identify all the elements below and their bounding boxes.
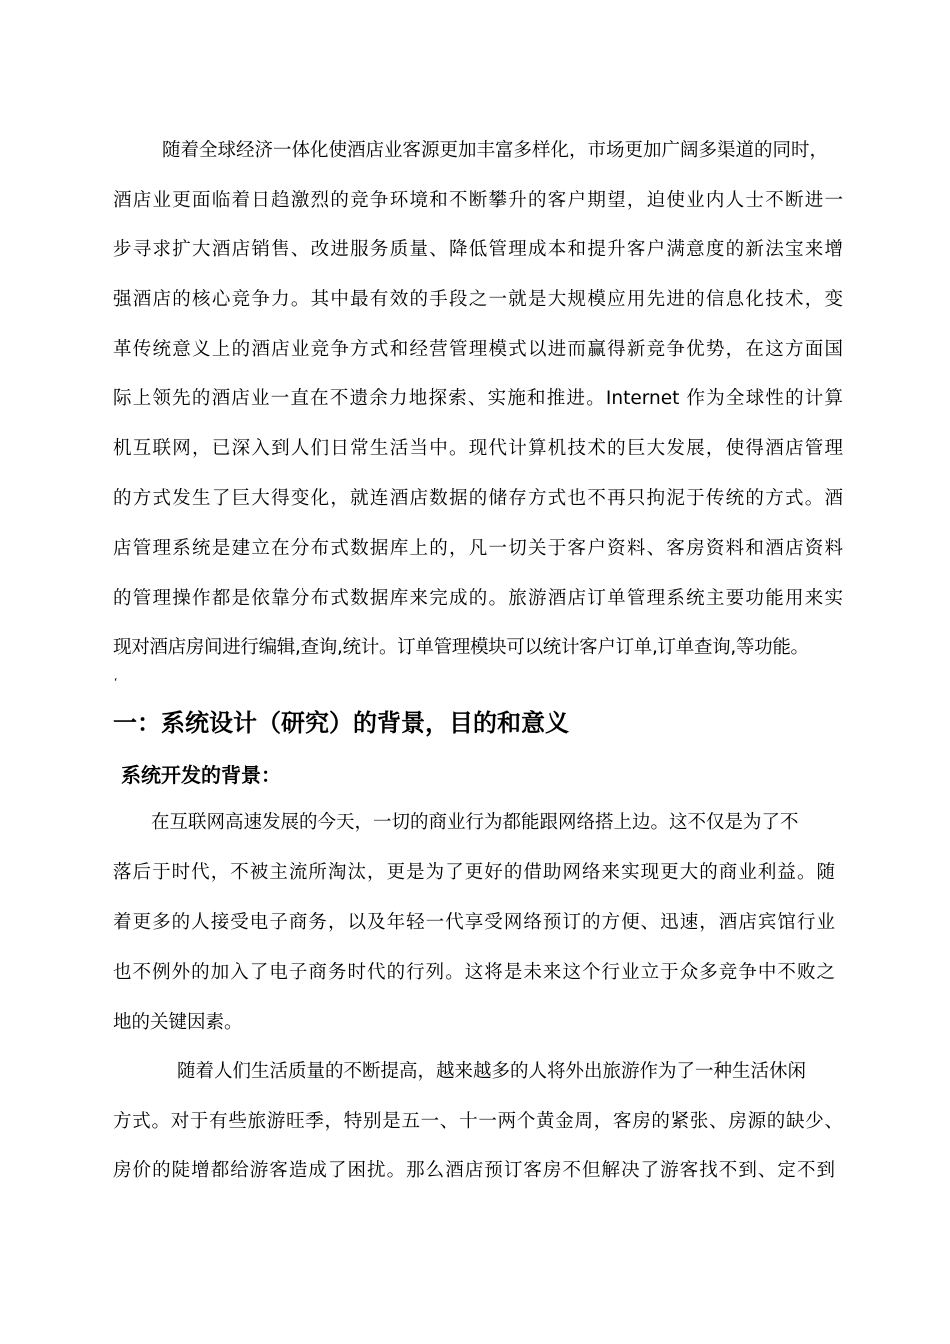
para1-line-4: 也不例外的加入了电子商务时代的行列。这将是未来这个行业立于众多竞争中不败之 <box>113 962 835 983</box>
intro-line-9: 店管理系统是建立在分布式数据库上的，凡一切关于客户资料、客房资料和酒店资料 <box>113 538 843 559</box>
para1-line-5: 地的关键因素。 <box>113 1012 243 1033</box>
para2-line-2: 方式。对于有些旅游旺季，特别是五一、十一两个黄金周，客房的紧张、房源的缺少、 <box>113 1111 843 1132</box>
intro-line-4: 强酒店的核心竞争力。其中最有效的手段之一就是大规模应用先进的信息化技术，变 <box>113 289 843 310</box>
para2-line-1: 随着人们生活质量的不断提高，越来越多的人将外出旅游作为了一种生活休闲 <box>177 1061 807 1082</box>
para1-line-1: 在互联网高速发展的今天，一切的商业行为都能跟网络搭上边。这不仅是为了不 <box>151 812 799 833</box>
section-heading: 一：系统设计（研究）的背景，目的和意义 <box>113 709 569 737</box>
intro-line-8: 的方式发生了巨大得变化，就连酒店数据的储存方式也不再只拘泥于传统的方式。酒 <box>113 488 843 509</box>
intro-line-10: 的管理操作都是依靠分布式数据库来完成的。旅游酒店订单管理系统主要功能用来实 <box>113 588 843 609</box>
para2-line-3: 房价的陡增都给游客造成了困扰。那么酒店预订客房不但解决了游客找不到、定不到 <box>113 1160 835 1181</box>
subsection-heading: 系统开发的背景： <box>121 763 281 787</box>
intro-line-11: 现对酒店房间进行编辑,查询,统计。订单管理模块可以统计客户订单,订单查询,等功能。 <box>113 637 809 658</box>
intro-line-5: 革传统意义上的酒店业竞争方式和经营管理模式以进而赢得新竞争优势，在这方面国 <box>113 339 843 360</box>
stray-mark: ‘ <box>114 676 118 689</box>
intro-line-2: 酒店业更面临着日趋激烈的竞争环境和不断攀升的客户期望，迫使业内人士不断进一 <box>113 190 843 211</box>
intro-line-6: 际上领先的酒店业一直在不遗余力地探索、实施和推进。Internet 作为全球性的计算 <box>113 388 843 409</box>
para1-line-2: 落后于时代，不被主流所淘汰，更是为了更好的借助网络来实现更大的商业利益。随 <box>113 862 835 883</box>
intro-line-1: 随着全球经济一体化使酒店业客源更加丰富多样化，市场更加广阔多渠道的同时， <box>162 140 829 161</box>
intro-line-7: 机互联网，已深入到人们日常生活当中。现代计算机技术的巨大发展，使得酒店管理 <box>113 438 843 459</box>
intro-line-3: 步寻求扩大酒店销售、改进服务质量、降低管理成本和提升客户满意度的新法宝来增 <box>113 239 843 260</box>
para1-line-3: 着更多的人接受电子商务，以及年轻一代享受网络预订的方便、迅速，酒店宾馆行业 <box>113 912 835 933</box>
